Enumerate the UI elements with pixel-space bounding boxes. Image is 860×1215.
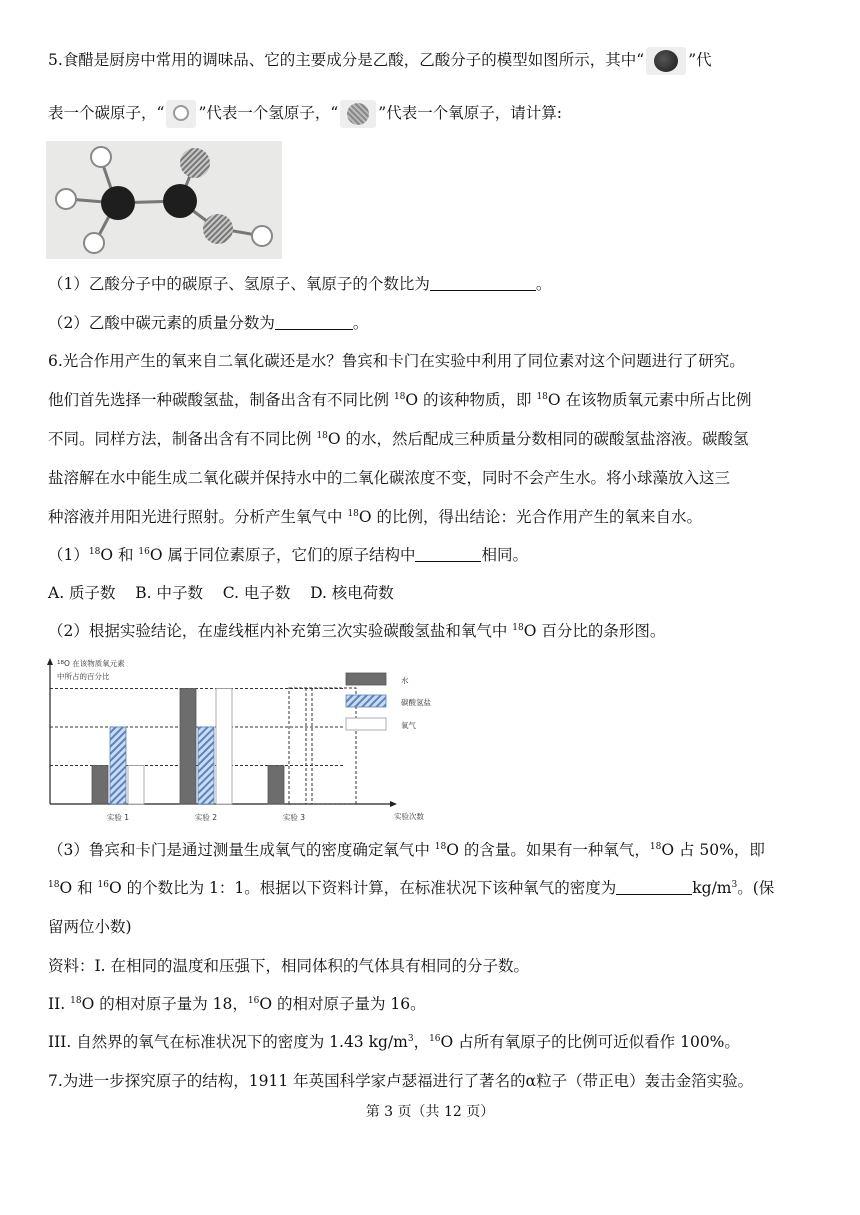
q6-para-line4: 盐溶解在水中能生成二氧化碳并保持水中的二氧化碳浓度不变，同时不会产生水。将小球藻放入这三 <box>48 469 731 487</box>
oxygen-atom <box>180 148 210 178</box>
legend-swatch <box>346 673 386 685</box>
category-label: 实验 2 <box>194 813 218 822</box>
category-label: 实验 1 <box>106 813 130 822</box>
q6-material-3: III. 自然界的氧气在标准状况下的密度为 1.43 $kg/m^3$，$^{16}$O 占所有氧原子的比例可近似看作 100%。 <box>48 1033 740 1051</box>
q6-sub3-line3: 留两位小数) <box>48 918 132 936</box>
legend-label: 氧气 <box>401 721 416 730</box>
q5-line1: 5.食醋是厨房中常用的调味品、它的主要成分是乙酸，乙酸分子的模型如图所示，其中“ ”代 <box>48 47 712 75</box>
x-axis-label: 实验次数 <box>394 812 424 821</box>
q6-para-line2: 他们首先选择一种碳酸氢盐，制备出含有不同比例 $^{18}$O 的该种物质，即 $^{18}$O 在该物质氧元素中所占比例 <box>48 391 752 409</box>
q6-material-2: II. $^{18}$O 的相对原子量为 18，$^{16}$O 的相对原子量为 16。 <box>48 995 426 1013</box>
hydrogen-atom <box>56 189 76 209</box>
q6-sub2: （2）根据实验结论，在虚线框内补充第三次实验碳酸氢盐和氧气中 $^{18}$O 百分比的条形图。 <box>48 622 666 640</box>
q5-sub1: （1）乙酸分子中的碳原子、氢原子、氧原子的个数比为 。 <box>48 275 552 293</box>
q5-sub2: （2）乙酸中碳元素的质量分数为 。 <box>48 314 369 332</box>
answer-blank[interactable] <box>415 545 481 562</box>
bar-碳酸氢盐-实验 2 <box>198 727 214 804</box>
q6-sub1: $(1)^{18}O$ 和 $^{16}$O 属于同位素原子，它们的原子结构中 相同。 <box>48 546 528 564</box>
x-axis-arrow <box>390 801 397 807</box>
q6-para-line1: 6.光合作用产生的氧来自二氧化碳还是水？鲁宾和卡门在实验中利用了同位素对这个问题进行了研究。 <box>48 352 745 370</box>
isotope-bar-chart <box>44 656 454 828</box>
answer-blank[interactable] <box>430 274 536 291</box>
y-axis-label-line2: 中所占的百分比 <box>57 672 110 681</box>
category-label: 实验 3 <box>282 813 306 822</box>
y-axis-arrow <box>47 658 53 665</box>
bar-水-实验 3 <box>268 766 284 805</box>
legend-label: 碳酸氢盐 <box>401 698 431 707</box>
legend-swatch <box>346 695 386 707</box>
q6-options: A. 质子数 B. 中子数 C. 电子数 D. 核电荷数 <box>48 584 394 602</box>
acetic-acid-model-figure <box>46 141 282 259</box>
oxygen-atom <box>203 214 233 244</box>
q6-material-1: 资料：I. 在相同的温度和压强下，相同体积的气体具有相同的分子数。 <box>48 957 529 975</box>
carbon-atom <box>163 184 197 218</box>
carbon-atom <box>101 186 135 220</box>
hydrogen-atom <box>252 226 272 246</box>
carbon-atom-icon <box>646 47 686 75</box>
hydrogen-atom <box>91 147 111 167</box>
page-footer: 第 3 页（共 12 页） <box>365 1104 495 1120</box>
hydrogen-atom <box>84 233 104 253</box>
hydrogen-atom-icon <box>166 100 196 128</box>
q6-sub3-line2: $^{18}$O 和 $^{16}$O 的个数比为 1：1。根据以下资料计算，在标准状况下该种氧气的密度为 $kg/m^3$。(保 <box>48 879 775 897</box>
bar-水-实验 2 <box>180 689 196 805</box>
answer-blank[interactable] <box>616 878 692 895</box>
q6-sub3-line1: （3）鲁宾和卡门是通过测量生成氧气的密度确定氧气中 $^{18}$O 的含量。如果有一种氧气，$^{18}$O 占 50%，即 <box>48 841 765 859</box>
q6-para-line5: 种溶液并用阳光进行照射。分析产生氧气中 $^{18}$O 的比例，得出结论：光合作用产生的氧来自水。 <box>48 508 703 526</box>
bar-水-实验 1 <box>92 766 108 805</box>
y-axis-label-line1: $^{18}$O 在该物质氧元素 <box>57 659 125 668</box>
q5-line2: 表一个碳原子，“ ”代表一个氢原子，“ ”代表一个氧原子，请计算: <box>48 100 562 128</box>
legend-label: 水 <box>401 676 409 685</box>
legend-swatch <box>346 718 386 730</box>
bar-碳酸氢盐-实验 1 <box>110 727 126 804</box>
q6-para-line3: 不同。同样方法，制备出含有不同比例 $^{18}$O 的水，然后配成三种质量分数相同的碳酸氢盐溶液。碳酸氢 <box>48 430 749 448</box>
answer-blank[interactable] <box>275 313 353 330</box>
bar-氧气-实验 2 <box>216 689 232 805</box>
q7-line1: 7.为进一步探究原子的结构，1911 年英国科学家卢瑟福进行了著名的α粒子（带正电）轰击金箔实验。 <box>48 1072 754 1090</box>
bar-氧气-实验 1 <box>128 766 144 805</box>
oxygen-atom-icon <box>340 100 376 128</box>
